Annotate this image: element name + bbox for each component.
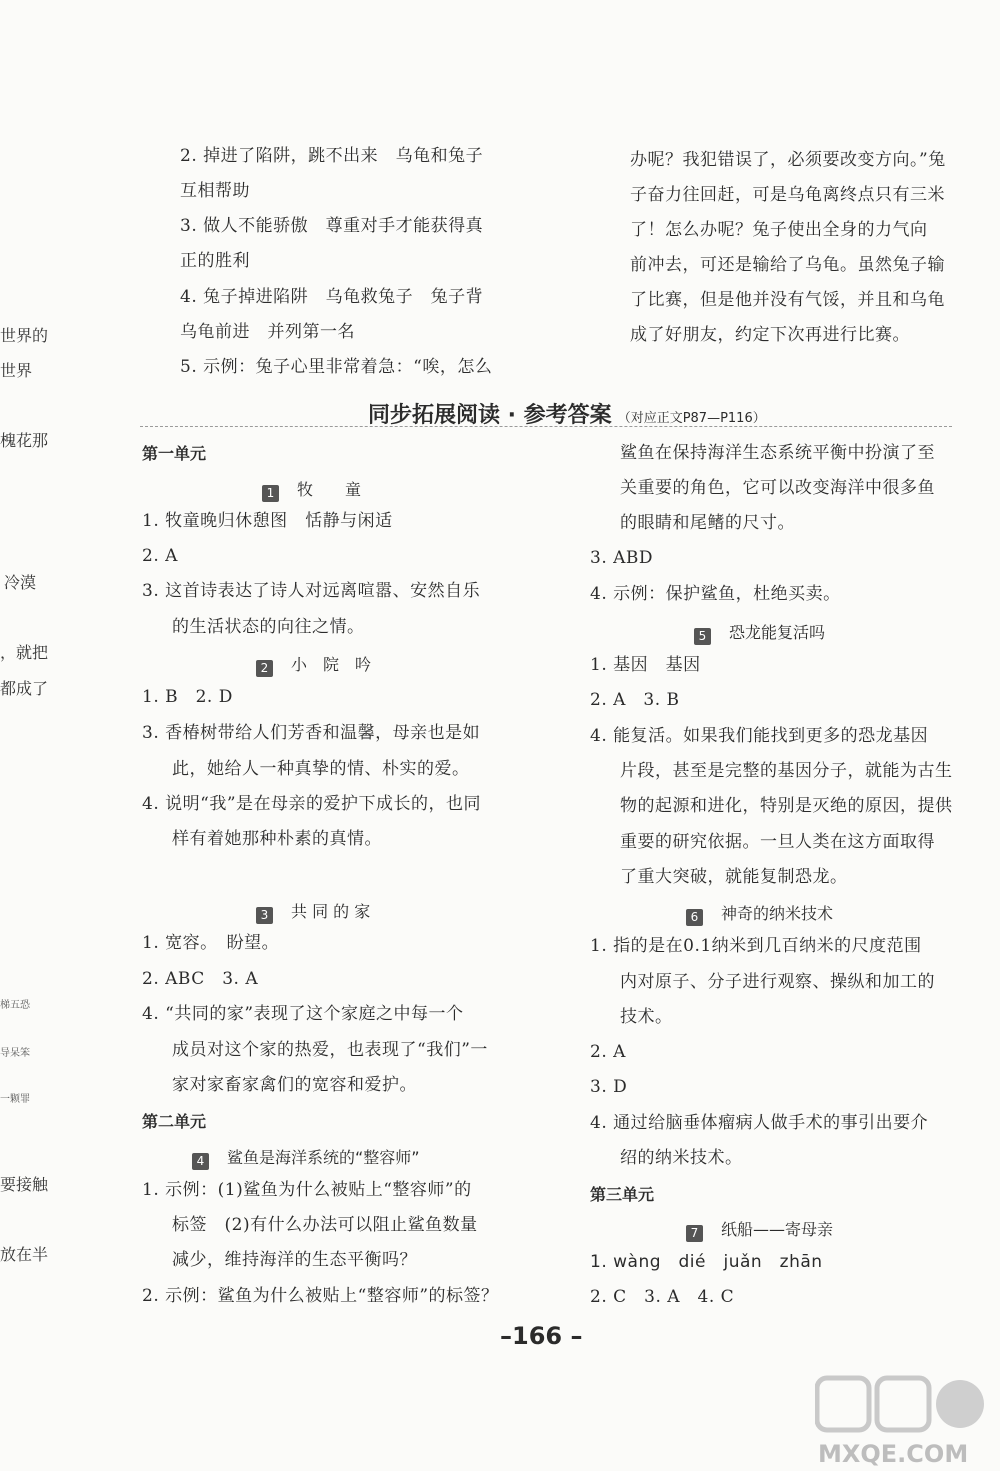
text-line: 3. 这首诗表达了诗人对远离喧嚣、安然自乐: [142, 581, 481, 601]
text-line: 内对原子、分子进行观察、操纵和加工的: [620, 972, 935, 992]
text-line: 前冲去，可还是输给了乌龟。虽然兔子输: [630, 255, 945, 275]
edge-text: 都成了: [0, 679, 49, 698]
text-line: 的眼睛和尾鳍的尺寸。: [620, 513, 795, 533]
text-line: 乌龟前进 并列第一名: [180, 322, 355, 342]
edge-text: 槐花那: [0, 431, 49, 450]
text-line: 的生活状态的向往之情。: [172, 617, 365, 637]
text-line: 2. C 3. A 4. C: [590, 1287, 735, 1307]
text-line: 家对家畜家禽们的宽容和爱护。: [172, 1075, 417, 1095]
edge-text: 梯五恐: [0, 1000, 30, 1011]
text-line: 4. 示例：保护鲨鱼，杜绝买卖。: [590, 584, 841, 604]
section-heading-text: 恐龙能复活吗: [729, 623, 826, 642]
text-line: 4. 通过给脑垂体瘤病人做手术的事引出要介: [590, 1113, 929, 1133]
text-line: 1. 指的是在0.1纳米到几百纳米的尺度范围: [590, 936, 922, 956]
text-line: 样有着她那种朴素的真情。: [172, 829, 382, 849]
section-number-badge: 6: [686, 909, 703, 926]
text-line: 关重要的角色，它可以改变海洋中很多鱼: [620, 478, 935, 498]
section-heading-text: 小 院 吟: [291, 655, 372, 674]
edge-text: 冷漠: [4, 573, 37, 592]
text-line: 2. 掉进了陷阱，跳不出来 乌龟和兔子: [180, 146, 484, 166]
text-line: 了重大突破，就能复制恐龙。: [620, 867, 848, 887]
section-heading-text: 牧 童: [297, 480, 362, 499]
text-line: 重要的研究依据。一旦人类在这方面取得: [620, 832, 935, 852]
edge-text: 放在半: [0, 1245, 49, 1264]
section-number-badge: 1: [262, 485, 279, 502]
edge-text: ，就把: [0, 643, 49, 662]
section-heading-text: 神奇的纳米技术: [721, 904, 834, 923]
text-line: 4. 说明“我”是在母亲的爱护下成长的，也同: [142, 794, 482, 814]
text-line: 正的胜利: [180, 251, 250, 271]
section-number-badge: 2: [256, 660, 273, 677]
text-line: 互相帮助: [180, 181, 250, 201]
text-line: 物的起源和进化，特别是灭绝的原因，提供: [620, 796, 953, 816]
text-line: 鲨鱼在保持海洋生态系统平衡中扮演了至: [620, 443, 935, 463]
text-line: 2. A: [142, 546, 178, 566]
section-title-text: 同步拓展阅读 · 参考答案: [368, 403, 612, 428]
text-line: 标签 (2)有什么办法可以阻止鲨鱼数量: [172, 1215, 478, 1235]
edge-text: 要接触: [0, 1175, 49, 1194]
text-line: 2. 示例：鲨鱼为什么被贴上“整容师”的标签？: [142, 1286, 499, 1306]
text-line: 1. 牧童晚归休憩图 恬静与闲适: [142, 511, 393, 531]
text-line: 成员对这个家的热爱，也表现了“我们”一: [172, 1040, 488, 1060]
section-note: （对应正文P87—P116）: [617, 411, 766, 426]
text-line: 了！怎么办呢？兔子使出全身的力气向: [630, 220, 928, 240]
text-line: 1. 基因 基因: [590, 655, 701, 675]
section-heading: [686, 901, 833, 926]
text-line: 3. D: [590, 1077, 628, 1097]
text-line: 2. ABC 3. A: [142, 969, 259, 989]
section-heading-text: 纸船——寄母亲: [721, 1220, 834, 1239]
text-line: 成了好朋友，约定下次再进行比赛。: [630, 325, 910, 345]
edge-text: 世界的: [0, 326, 49, 345]
text-line: 2. A: [590, 1042, 626, 1062]
watermark-logo-icon: [815, 1372, 985, 1442]
text-line: 4. 能复活。如果我们能找到更多的恐龙基因: [590, 726, 929, 746]
text-line: 4. “共同的家”表现了这个家庭之中每一个: [142, 1004, 464, 1024]
text-line: 子奋力往回赶，可是乌龟离终点只有三米: [630, 185, 945, 205]
unit-heading: 第二单元: [142, 1112, 207, 1131]
unit-heading: 第一单元: [142, 444, 207, 463]
text-line: 了比赛，但是他并没有气馁，并且和乌龟: [630, 290, 945, 310]
section-heading: [192, 1145, 420, 1170]
text-line: 办呢？我犯错误了，必须要改变方向。”兔: [630, 150, 946, 170]
page-number: –166 –: [500, 1322, 583, 1350]
section-number-badge: 5: [694, 628, 711, 645]
edge-text: 世界: [0, 361, 33, 380]
text-line: 1. wàng dié juǎn zhān: [590, 1252, 823, 1272]
section-title: [368, 398, 766, 429]
text-line: 减少，维持海洋的生态平衡吗？: [172, 1250, 417, 1270]
section-heading: [686, 1217, 833, 1242]
section-heading: [262, 477, 361, 502]
text-line: 3. ABD: [590, 548, 654, 568]
dashed-divider: [140, 426, 952, 427]
edge-text: 导呆笨: [0, 1048, 30, 1059]
section-heading: [256, 899, 370, 924]
watermark-url: MXQE.COM: [818, 1440, 969, 1468]
text-line: 1. 示例：(1)鲨鱼为什么被贴上“整容师”的: [142, 1180, 472, 1200]
section-heading-text: 鲨鱼是海洋系统的“整容师”: [227, 1148, 420, 1167]
text-line: 绍的纳米技术。: [620, 1148, 743, 1168]
unit-heading: 第三单元: [590, 1185, 655, 1204]
section-number-badge: 7: [686, 1225, 703, 1242]
section-number-badge: 4: [192, 1153, 209, 1170]
section-heading: [256, 652, 371, 677]
text-line: 此，她给人一种真挚的情、朴实的爱。: [172, 759, 470, 779]
text-line: 技术。: [620, 1007, 673, 1027]
text-line: 5. 示例：兔子心里非常着急：“唉，怎么: [180, 357, 493, 377]
text-line: 1. 宽容。 盼望。: [142, 933, 280, 953]
text-line: 1. B 2. D: [142, 687, 233, 707]
section-heading: [694, 620, 825, 645]
section-heading-text: 共 同 的 家: [291, 902, 371, 921]
text-line: 3. 香椿树带给人们芳香和温馨，母亲也是如: [142, 723, 481, 743]
text-line: 3. 做人不能骄傲 尊重对手才能获得真: [180, 216, 484, 236]
edge-text: 一颗罪: [0, 1094, 30, 1105]
text-line: 片段，甚至是完整的基因分子，就能为古生: [620, 761, 953, 781]
text-line: 4. 兔子掉进陷阱 乌龟救兔子 兔子背: [180, 287, 484, 307]
section-number-badge: 3: [256, 907, 273, 924]
text-line: 2. A 3. B: [590, 690, 680, 710]
